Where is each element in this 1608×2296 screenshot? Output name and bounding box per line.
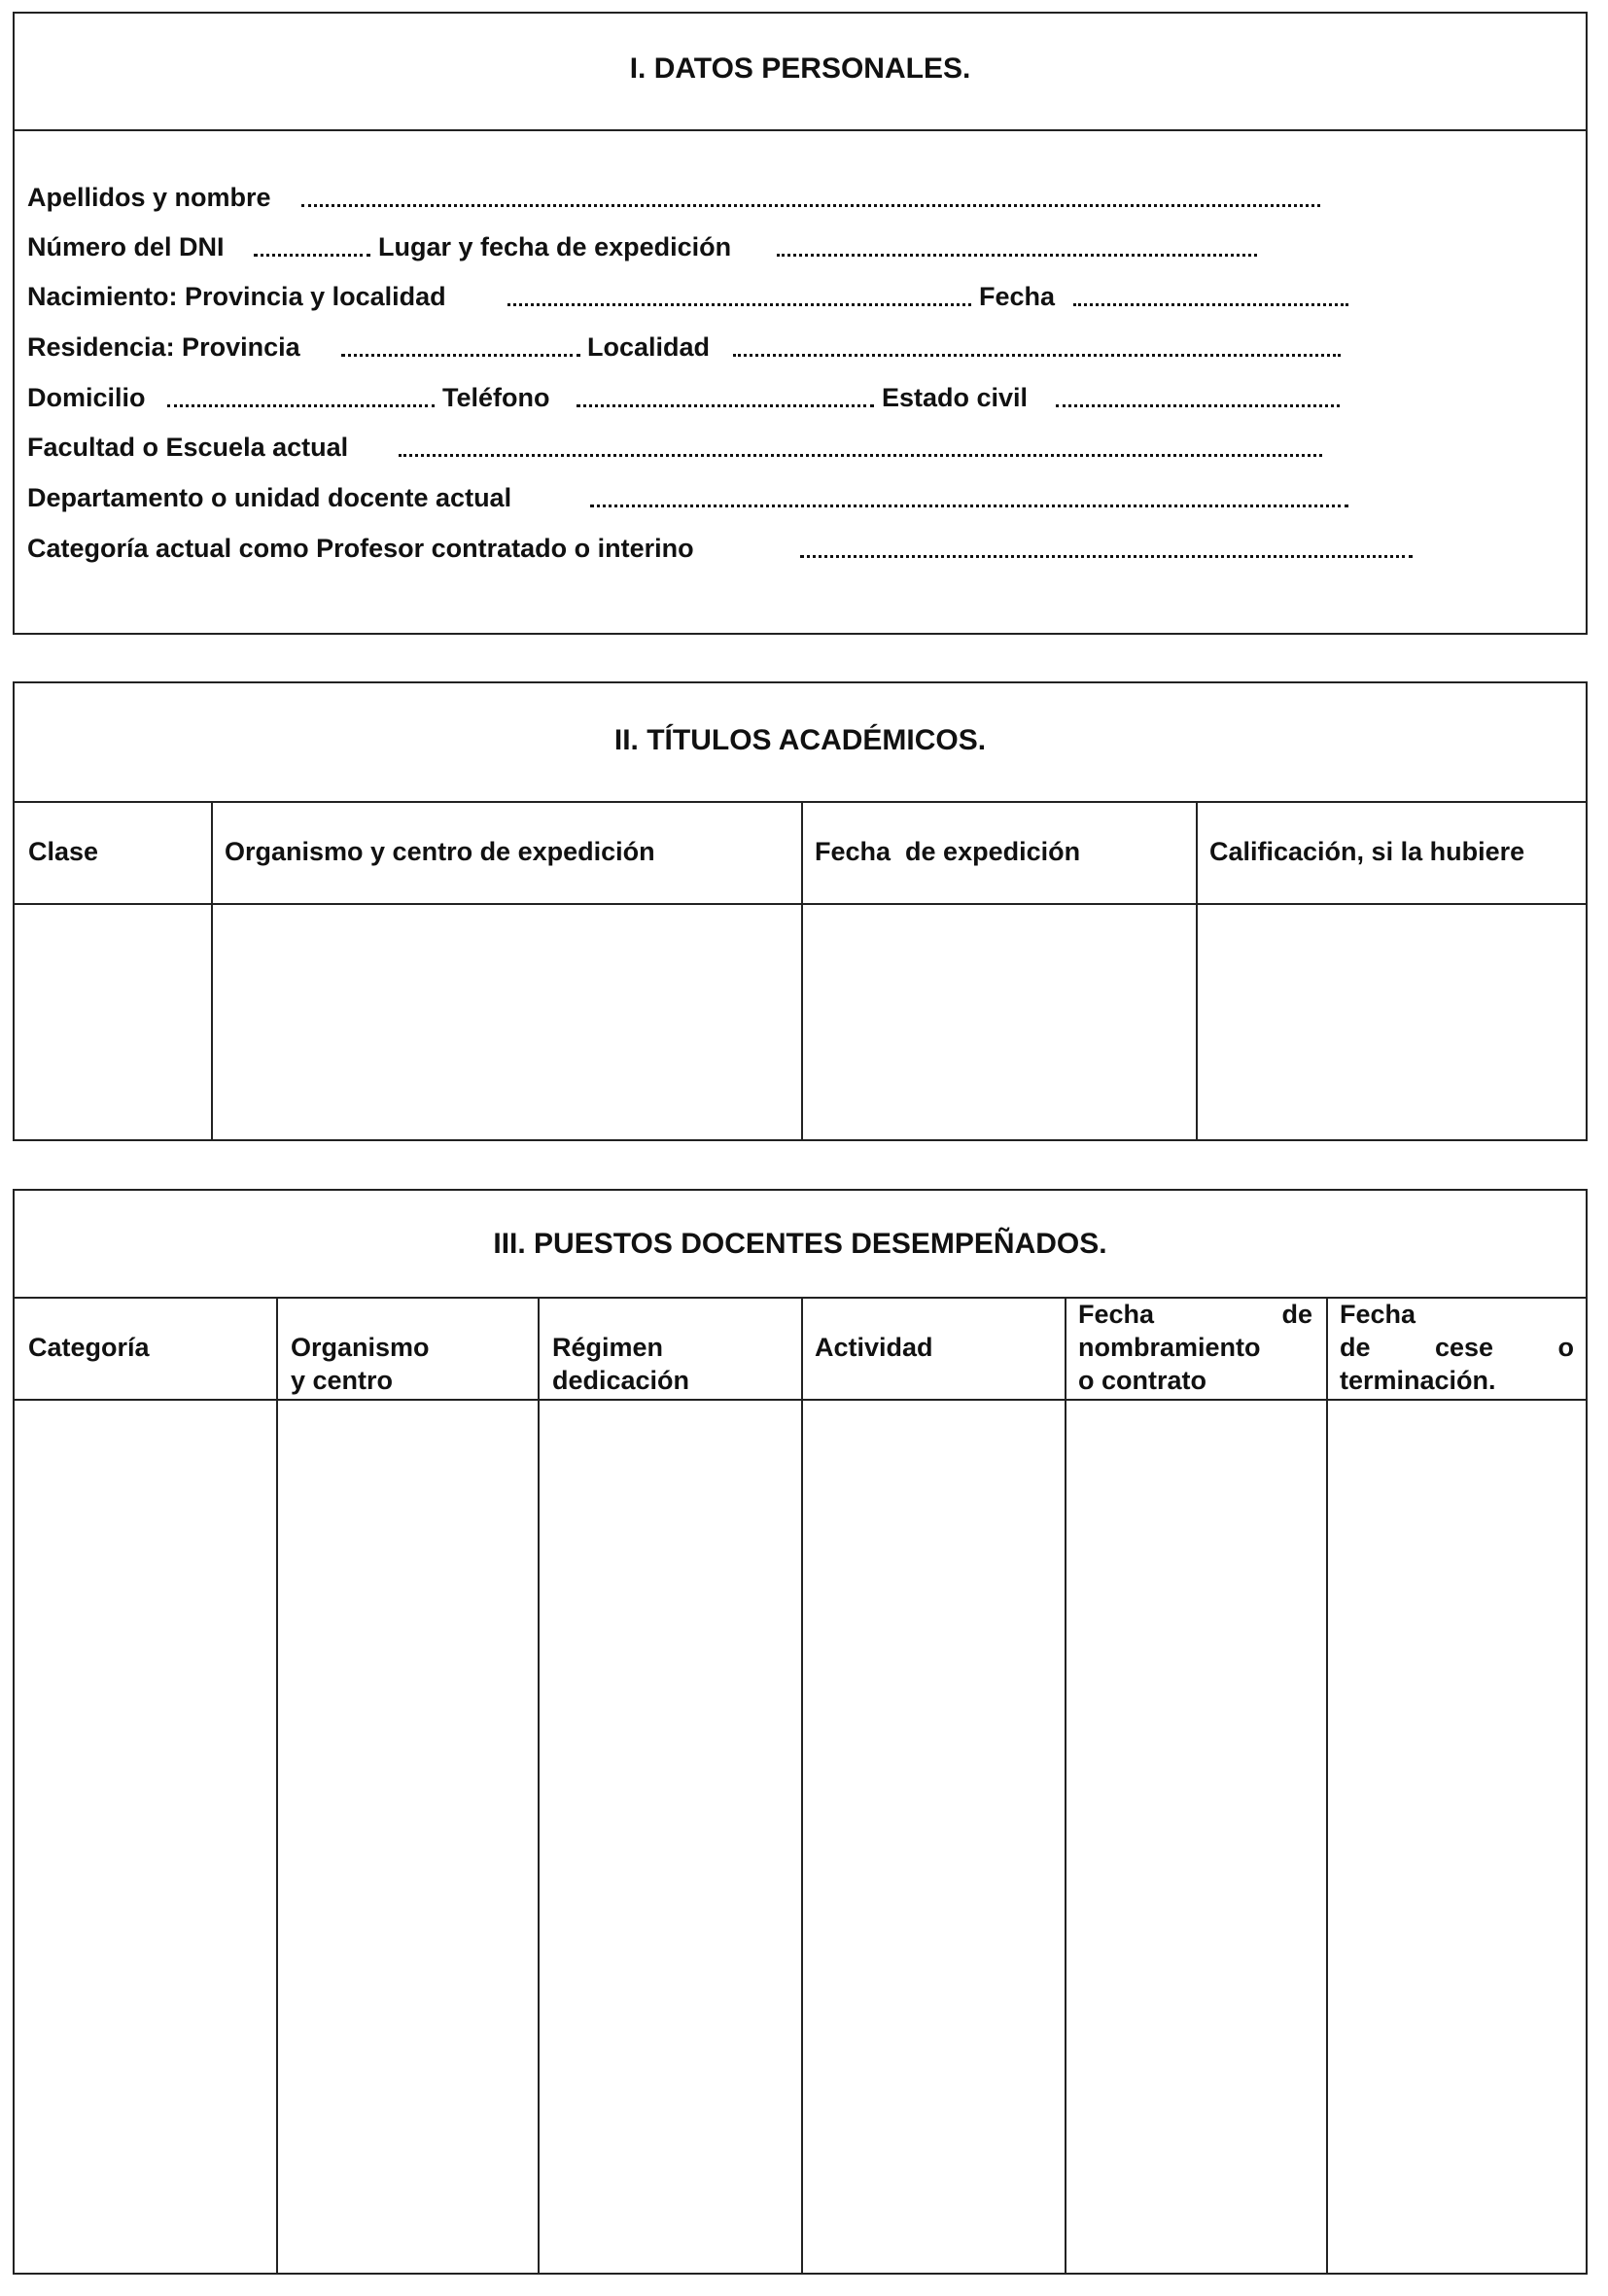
table-row-cell-clase[interactable] <box>15 905 211 1139</box>
field-facultad[interactable] <box>399 454 1322 457</box>
header-line: nombramiento <box>1078 1333 1261 1362</box>
label-residencia: Residencia: Provincia <box>27 332 300 362</box>
label-telefono: Teléfono <box>442 383 550 412</box>
table-cell-categoria[interactable] <box>15 1401 276 2273</box>
label-domicilio: Domicilio <box>27 383 146 412</box>
table-row-cell-organismo[interactable] <box>213 905 801 1139</box>
column-header-organismo: Organismo y centro de expedición <box>225 837 655 866</box>
label-estado-civil: Estado civil <box>882 383 1029 412</box>
header-line: dedicación <box>552 1366 690 1395</box>
section-title: III. PUESTOS DOCENTES DESEMPEÑADOS. <box>493 1228 1107 1260</box>
header-line: o contrato <box>1078 1366 1206 1395</box>
field-apellidos[interactable] <box>301 204 1320 207</box>
header-line <box>1340 1331 1574 1364</box>
column-header-calificacion: Calificación, si la hubiere <box>1209 837 1525 866</box>
field-estado-civil[interactable] <box>1056 404 1340 407</box>
label-fecha: Fecha <box>979 282 1056 311</box>
table-cell-fecha-nombramiento[interactable] <box>1066 1401 1326 2273</box>
header-line: Organismo <box>291 1333 430 1362</box>
header-word: de <box>1281 1300 1312 1329</box>
label-nacimiento: Nacimiento: Provincia y localidad <box>27 282 446 311</box>
label-departamento: Departamento o unidad docente actual <box>27 483 512 512</box>
field-telefono[interactable] <box>577 404 874 407</box>
table-row-cell-fecha[interactable] <box>803 905 1196 1139</box>
field-fecha[interactable] <box>1073 303 1348 306</box>
header-line: y centro <box>291 1366 394 1395</box>
table-cell-actividad[interactable] <box>803 1401 1065 2273</box>
column-header-actividad: Actividad <box>815 1333 933 1362</box>
section-title: II. TÍTULOS ACADÉMICOS. <box>613 724 987 756</box>
column-header-fecha: Fecha de expedición <box>815 837 1081 866</box>
column-header-clase: Clase <box>28 837 99 866</box>
field-residencia[interactable] <box>341 354 580 357</box>
divider <box>15 801 1586 803</box>
field-nacimiento[interactable] <box>507 303 971 306</box>
header-line <box>1078 1298 1312 1331</box>
divider <box>15 129 1586 131</box>
field-domicilio[interactable] <box>167 404 435 407</box>
label-facultad: Facultad o Escuela actual <box>27 433 349 462</box>
header-word: Fecha <box>1078 1300 1155 1329</box>
field-dni[interactable] <box>254 254 370 257</box>
section-titulos-academicos <box>13 681 1588 1141</box>
label-localidad: Localidad <box>587 332 711 362</box>
column-header-regimen <box>552 1331 689 1397</box>
table-row-cell-calificacion[interactable] <box>1198 905 1586 1139</box>
field-lugar-fecha[interactable] <box>777 254 1257 257</box>
header-line: terminación. <box>1340 1366 1496 1395</box>
table-cell-organismo[interactable] <box>278 1401 538 2273</box>
column-header-categoria: Categoría <box>28 1333 150 1362</box>
label-lugar-fecha: Lugar y fecha de expedición <box>378 232 732 261</box>
field-departamento[interactable] <box>590 504 1348 507</box>
label-categoria: Categoría actual como Profesor contratado o interino <box>27 534 694 563</box>
header-line: Régimen <box>552 1333 664 1362</box>
section-puestos-docentes <box>13 1189 1588 2275</box>
field-categoria[interactable] <box>800 555 1413 558</box>
header-word: o <box>1557 1333 1574 1362</box>
table-cell-fecha-cese[interactable] <box>1328 1401 1586 2273</box>
header-word: cese <box>1434 1333 1494 1362</box>
column-header-fecha-nombramiento <box>1078 1298 1312 1397</box>
column-header-organismo <box>291 1331 430 1397</box>
field-localidad[interactable] <box>733 354 1341 357</box>
header-word: de <box>1340 1333 1371 1362</box>
label-apellidos: Apellidos y nombre <box>27 183 271 212</box>
label-dni: Número del DNI <box>27 232 225 261</box>
section-title: I. DATOS PERSONALES. <box>629 52 971 85</box>
header-line: Fecha <box>1340 1300 1416 1329</box>
table-cell-regimen[interactable] <box>540 1401 801 2273</box>
column-header-fecha-cese <box>1340 1298 1574 1397</box>
